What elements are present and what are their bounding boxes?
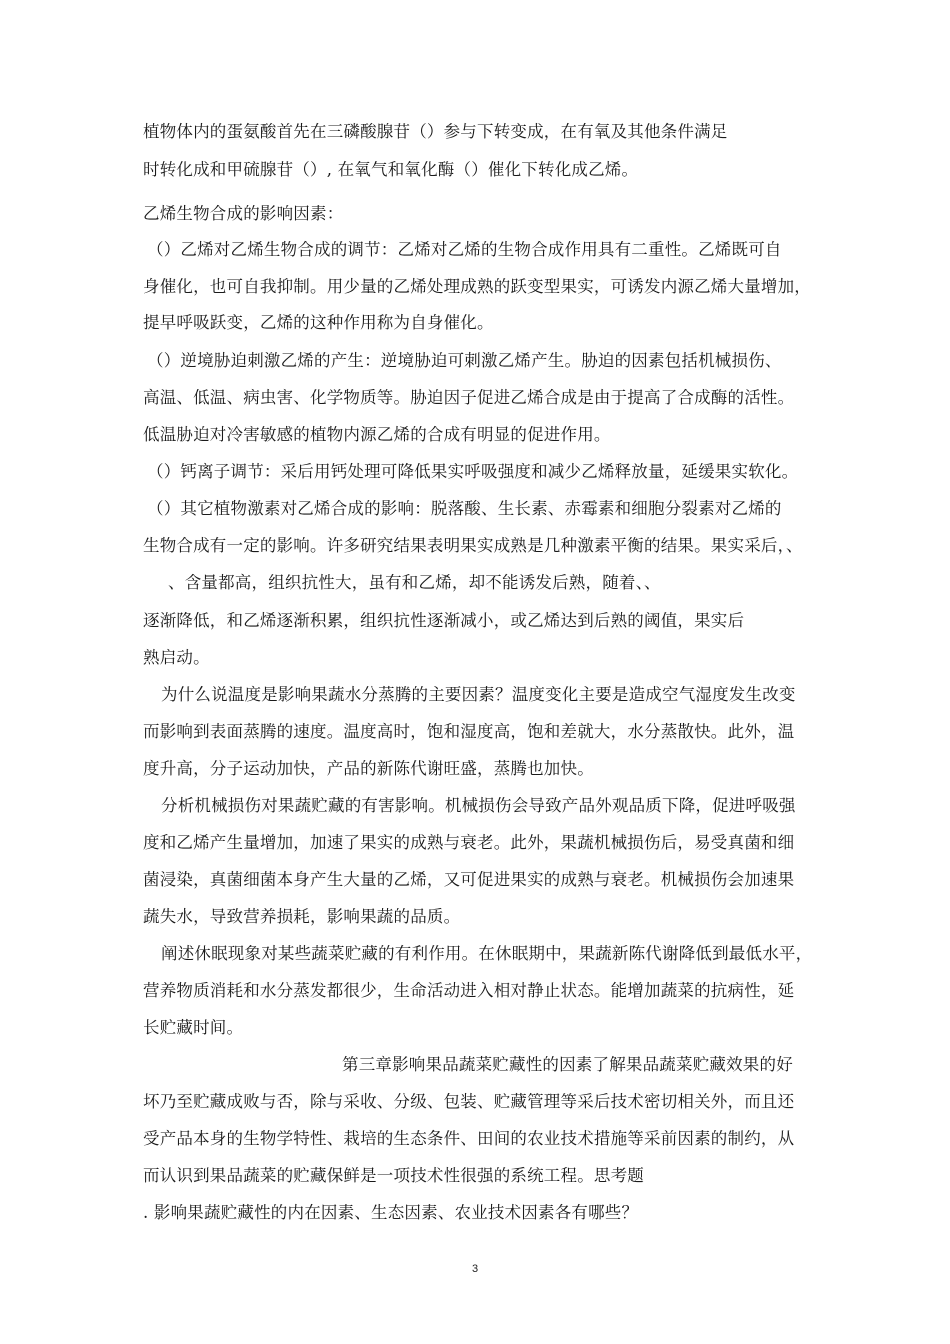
text-line: 度和乙烯产生量增加，加速了果实的成熟与衰老。此外，果蔬机械损伤后，易受真菌和细 [143, 833, 795, 852]
text-line: 提早呼吸跃变，乙烯的这种作用称为自身催化。 [143, 313, 494, 332]
text-line: 时转化成和甲硫腺苷（）, 在氧气和氧化酶（）催化下转化成乙烯。 [143, 160, 639, 179]
text-line: 植物体内的蛋氨酸首先在三磷酸腺苷（）参与下转变成，在有氧及其他条件满足 [143, 122, 728, 141]
text-line: 身催化，也可自我抑制。用少量的乙烯处理成熟的跃变型果实，可诱发内源乙烯大量增加， [143, 277, 811, 296]
text-line: 逐渐降低，和乙烯逐渐积累，组织抗性逐渐减小，或乙烯达到后熟的阈值，果实后 [143, 611, 745, 630]
text-line: 长贮藏时间。 [143, 1018, 244, 1037]
text-line: 分析机械损伤对果蔬贮藏的有害影响。机械损伤会导致产品外观品质下降，促进呼吸强 [161, 796, 796, 815]
question-line: . 影响果蔬贮藏性的内在因素、生态因素、农业技术因素各有哪些？ [143, 1203, 639, 1222]
section-heading: 乙烯生物合成的影响因素： [143, 204, 344, 223]
text-line: 而影响到表面蒸腾的速度。温度高时，饱和湿度高，饱和差就大，水分蒸散快。此外，温 [143, 722, 795, 741]
text-line: 低温胁迫对冷害敏感的植物内源乙烯的合成有明显的促进作用。 [143, 425, 611, 444]
text-line: 坏乃至贮藏成败与否，除与采收、分级、包装、贮藏管理等采后技术密切相关外，而且还 [143, 1092, 795, 1111]
text-line: （）钙离子调节：采后用钙处理可降低果实呼吸强度和减少乙烯释放量，延缓果实软化。 [147, 462, 799, 481]
text-line: 受产品本身的生物学特性、栽培的生态条件、田间的农业技术措施等采前因素的制约，从 [143, 1129, 795, 1148]
text-line: 营养物质消耗和水分蒸发都很少，生命活动进入相对静止状态。能增加蔬菜的抗病性，延 [143, 981, 795, 1000]
text-line: 为什么说温度是影响果蔬水分蒸腾的主要因素？温度变化主要是造成空气湿度发生改变 [161, 685, 796, 704]
text-line: （）乙烯对乙烯生物合成的调节：乙烯对乙烯的生物合成作用具有二重性。乙烯既可自 [147, 240, 782, 259]
text-line: 菌浸染，真菌细菌本身产生大量的乙烯，又可促进果实的成熟与衰老。机械损伤会加速果 [143, 870, 795, 889]
text-line: 蔬失水，导致营养损耗，影响果蔬的品质。 [143, 907, 461, 926]
text-line: 高温、低温、病虫害、化学物质等。胁迫因子促进乙烯合成是由于提高了合成酶的活性。 [143, 388, 795, 407]
chapter-heading: 第三章影响果品蔬菜贮藏性的因素了解果品蔬菜贮藏效果的好 [342, 1055, 793, 1074]
text-line: （）其它植物激素对乙烯合成的影响：脱落酸、生长素、赤霉素和细胞分裂素对乙烯的 [147, 499, 782, 518]
text-line: 熟启动。 [143, 648, 210, 667]
text-line: 而认识到果品蔬菜的贮藏保鲜是一项技术性很强的系统工程。思考题 [143, 1166, 644, 1185]
text-line: （）逆境胁迫刺激乙烯的产生：逆境胁迫可刺激乙烯产生。胁迫的因素包括机械损伤、 [147, 351, 782, 370]
text-line: 度升高，分子运动加快，产品的新陈代谢旺盛，蒸腾也加快。 [143, 759, 594, 778]
text-line: 、含量都高，组织抗性大，虽有和乙烯，却不能诱发后熟，随着、、 [168, 573, 661, 592]
text-line: 生物合成有一定的影响。许多研究结果表明果实成熟是几种激素平衡的结果。果实采后，、 [143, 536, 803, 555]
text-line: 阐述休眠现象对某些蔬菜贮藏的有利作用。在休眠期中，果蔬新陈代谢降低到最低水平， [161, 944, 813, 963]
page-number: 3 [471, 1263, 479, 1275]
